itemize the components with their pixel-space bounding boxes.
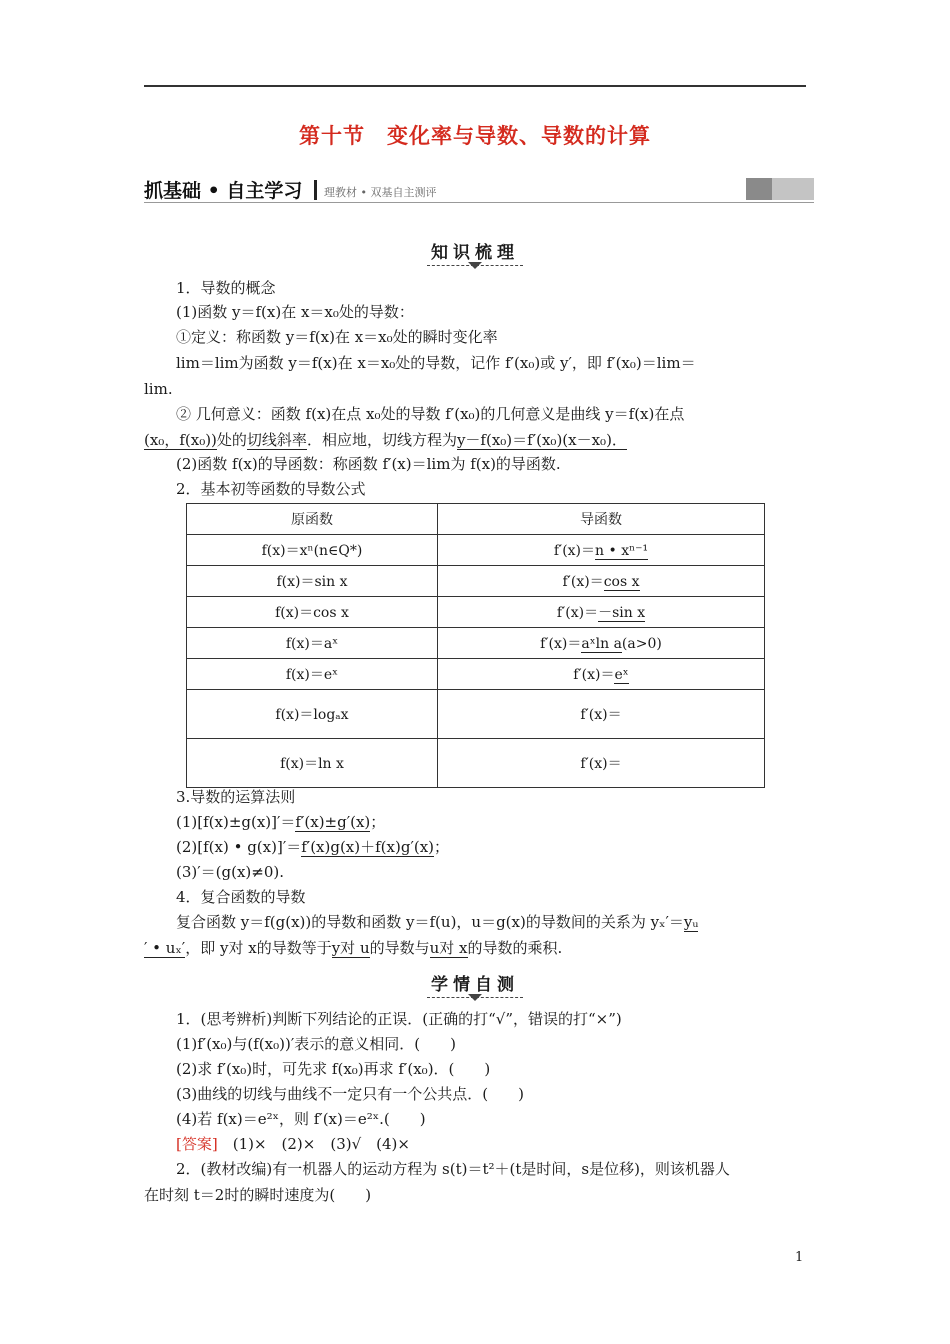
- derivative-prefix: f′(x)＝: [553, 543, 596, 559]
- s4-line2-answer-c: y对 u: [331, 939, 370, 957]
- q1-answer: [176, 1133, 814, 1155]
- s1-line5: ② 几何意义：函数 f(x)在点 x₀处的导数 f′(x₀)的几何意义是曲线 y＝f(x)在点: [176, 405, 685, 423]
- derivative-prefix: f′(x)＝: [573, 667, 615, 683]
- tangent-equation-blank: y－f(x₀)＝f′(x₀)(x－x₀)．: [456, 431, 627, 449]
- table-cell-original: f(x)＝eˣ: [187, 659, 438, 690]
- point-blank: (x₀，f(x₀)): [144, 431, 217, 449]
- q1-item4: (4)若 f(x)＝e²ˣ，则 f′(x)＝e²ˣ.( ): [176, 1110, 426, 1128]
- q2-line1: 2．(教材改编)有一机器人的运动方程为 s(t)＝t²＋(t是时间，s是位移)，则该机器人: [176, 1160, 730, 1178]
- s1-line6-text-b: 处的: [216, 431, 247, 449]
- top-rule: [144, 85, 806, 87]
- s1-line7: (2)函数 f(x)的导函数：称函数 f′(x)＝lim为 f(x)的导函数.: [176, 455, 561, 473]
- table-cell-original: f(x)＝xⁿ(n∈Q*): [187, 535, 438, 566]
- table-row: [187, 739, 765, 788]
- derivative-answer: －sin x: [598, 605, 646, 621]
- table-cell-derivative: [438, 739, 765, 788]
- s3-rule2: [176, 836, 814, 858]
- rule1-left: (1)[f(x)±g(x)]′＝: [176, 813, 296, 831]
- q1-item1: (1)f′(x₀)与(f(x₀))′表示的意义相同．( ): [176, 1035, 456, 1053]
- table-cell-original: f(x)＝logₐx: [187, 690, 438, 739]
- answer-label: [答案]: [176, 1135, 218, 1153]
- derivative-prefix: f′(x)＝: [556, 605, 599, 621]
- table-row: [187, 597, 765, 628]
- s1-line3: lim＝lim为函数 y＝f(x)在 x＝x₀处的导数，记作 f′(x₀)或 y′，即 f′(x₀)＝lim＝: [176, 354, 696, 372]
- s4-line2-text-b: ，即 y对 x的导数等于: [185, 939, 332, 957]
- table-cell-derivative: [438, 566, 765, 597]
- s4-line2-text-f: 的导数的乘积.: [467, 939, 563, 957]
- s3-rule3: (3)′＝(g(x)≠0).: [176, 863, 285, 881]
- s4-line2-text-d: 的导数与: [369, 939, 430, 957]
- section-bar-divider: [314, 180, 317, 200]
- s1-line2: ①定义：称函数 y＝f(x)在 x＝x₀处的瞬时变化率: [176, 328, 498, 346]
- section-bar-sub: 理教材 • 双基自主测评: [324, 186, 437, 199]
- q1-stem: 1．(思考辨析)判断下列结论的正误．(正确的打“√”，错误的打“×”): [176, 1010, 622, 1028]
- heading-knowledge-text: 知识梳理: [427, 238, 523, 266]
- derivative-answer: cos x: [603, 574, 640, 590]
- slope-blank: 切线斜率: [246, 431, 307, 449]
- s1-line1: (1)函数 y＝f(x)在 x＝x₀处的导数：: [176, 303, 414, 321]
- table-row: [187, 566, 765, 597]
- heading-triangle-icon: [468, 994, 482, 1001]
- section-bar-underline: [144, 202, 814, 203]
- s4-line2: [144, 937, 814, 959]
- table-cell-original: f(x)＝cos x: [187, 597, 438, 628]
- table-cell-original: f(x)＝sin x: [187, 566, 438, 597]
- s4-line1-answer: yᵤ: [683, 913, 699, 931]
- section-bar-main: 抓基础 • 自主学习: [144, 180, 303, 202]
- section-bar-block-light: [772, 178, 814, 200]
- s4-title: 4．复合函数的导数: [176, 888, 306, 906]
- derivative-answer: n • xⁿ⁻¹: [595, 543, 649, 559]
- derivative-prefix: f′(x)＝: [580, 707, 622, 723]
- table-row: [187, 659, 765, 690]
- rule1-end: ；: [370, 813, 386, 831]
- section-bar: [144, 176, 814, 204]
- q1-item3: (3)曲线的切线与曲线不一定只有一个公共点．( ): [176, 1085, 524, 1103]
- heading-self-test-text: 学情自测: [427, 970, 523, 998]
- table-header-original: 原函数: [187, 504, 438, 535]
- derivative-answer: eˣ: [614, 667, 629, 683]
- derivative-prefix: f′(x)＝: [540, 636, 582, 652]
- heading-triangle-icon: [468, 262, 482, 269]
- section-bar-block-dark: [746, 178, 772, 200]
- s4-line1: [176, 911, 814, 933]
- table-header-row: [187, 504, 765, 535]
- table-cell-derivative: [438, 628, 765, 659]
- derivative-prefix: f′(x)＝: [580, 756, 622, 772]
- s3-title: 3.导数的运算法则: [176, 788, 296, 806]
- rule2-end: ；: [434, 838, 450, 856]
- rule2-left: (2)[f(x) • g(x)]′＝: [176, 838, 302, 856]
- table-cell-original: f(x)＝aˣ: [187, 628, 438, 659]
- table-row: [187, 628, 765, 659]
- s1-line4: lim.: [144, 380, 173, 398]
- derivative-answer: aˣln a: [581, 636, 622, 652]
- page-number: 1: [795, 1250, 804, 1265]
- s4-line2-answer-e: u对 x: [429, 939, 468, 957]
- s2-title: 2．基本初等函数的导数公式: [176, 480, 366, 498]
- rule1-answer: f′(x)±g′(x): [295, 813, 371, 831]
- s1-line6-text-d: ．相应地，切线方程为: [306, 431, 457, 449]
- table-row: [187, 690, 765, 739]
- q2-line2: 在时刻 t＝2时的瞬时速度为( ): [144, 1186, 372, 1204]
- table-cell-derivative: [438, 535, 765, 566]
- table-row: [187, 535, 765, 566]
- s4-line2-answer: ′ • uₓ′: [144, 939, 186, 957]
- q1-item2: (2)求 f′(x₀)时，可先求 f(x₀)再求 f′(x₀)．( ): [176, 1060, 491, 1078]
- table-cell-derivative: [438, 597, 765, 628]
- s4-line1-text: 复合函数 y＝f(g(x))的导数和函数 y＝f(u)，u＝g(x)的导数间的关系为 yₓ′＝: [176, 913, 684, 931]
- derivative-table: [186, 503, 765, 788]
- table-header-derivative: 导函数: [438, 504, 765, 535]
- page-title: 第十节 变化率与导数、导数的计算: [299, 123, 651, 148]
- s1-line6: [144, 429, 814, 451]
- s1-title: 1．导数的概念: [176, 279, 276, 297]
- table-cell-original: f(x)＝ln x: [187, 739, 438, 788]
- table-cell-derivative: [438, 659, 765, 690]
- derivative-prefix: f′(x)＝: [562, 574, 604, 590]
- s3-rule1: [176, 811, 814, 833]
- table-cell-derivative: [438, 690, 765, 739]
- derivative-condition: (a>0): [621, 636, 662, 652]
- heading-knowledge: [0, 238, 950, 266]
- answer-text: (1)× (2)× (3)√ (4)×: [217, 1135, 410, 1153]
- rule2-answer: f′(x)g(x)＋f(x)g′(x): [301, 838, 435, 856]
- heading-self-test: [0, 970, 950, 998]
